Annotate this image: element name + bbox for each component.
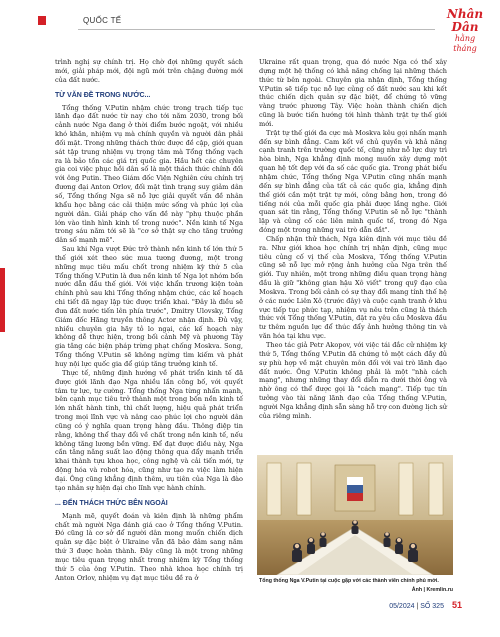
section-marker [38, 16, 46, 25]
body-paragraph: Ukraine rất quan trọng, qua đó nước Nga có thể xây dựng một hệ thống có khả năng chống lại những thách thức từ bên ngoài. Chuyên gia nhận định, Tổng thống V.Putin sẽ tiếp tục nỗ lực củng cố đất nước sau khi kết thúc chiến dịch quân sự đặc biệt, để chứng tỏ vững vàng trước phương Tây. Việc hoàn thành chiến dịch cũng là bước tiến hướng tới hình thành trật tự thế giới mới. [259, 58, 447, 128]
article-column-right [259, 58, 447, 421]
logo-subtitle: hằng tháng [453, 34, 477, 53]
page-number: 51 [451, 600, 462, 610]
logo-title: Nhân Dân [446, 7, 484, 34]
issue-number: SỐ 325 [420, 603, 444, 610]
section-heading: TỪ VĂN ĐỀ TRONG NƯỚC... [55, 91, 151, 99]
body-paragraph: trình nghị sự chính trị. Họ chờ đợi những quyết sách mới, giải pháp mới, đội ngũ mới trên chặng đường mới của đất nước. [55, 58, 243, 84]
page-footer [389, 600, 462, 610]
issue-date: 05/2024 [389, 603, 415, 610]
meeting-hall-image [257, 455, 453, 575]
photo-caption: Tổng thống Nga V.Putin tại cuộc gặp với các thành viên chính phủ mới. [259, 578, 439, 584]
page-header [38, 7, 490, 44]
body-paragraph: Tổng thống V.Putin nhậm chức trong trạch tiếp tục lãnh đạo đất nước từ nay cho tới năm 2030, trong bối cảnh nước Nga đang ở thời điểm bước ngoặt, với nhiều khó khăn, nhiệm vụ mà chính quyền và người dân phải đối mặt. Trong những thách thức được đề cập, giới quan sát tập trung nhiệm vụ trọng tâm mà Tổng thống vạch ra là bảo tồn các giá trị quốc gia. Hầu hết các chuyên gia coi việc phục hồi dân số là một thách thức chính đối với ông Putin. Theo Giám đốc Viện Nghiên cứu chính trị đương đại Anton Orlov, đối mặt tình trạng suy giảm dân số, Tổng thống Nga sẽ nỗ lực giải quyết vấn đề nhân khẩu học bằng các cải thiện mức sống và phúc lợi của người dân. Giải pháp cho vấn đề này "phụ thuộc phần lớn vào tình hình kinh tế trong nước". Nền kinh tế Nga trong sáu năm tới sẽ là "cơ sở thật sự cho tăng trưởng dân số mạnh mẽ". [55, 103, 243, 245]
body-paragraph: Thực tế, những định hướng về phát triển kinh tế đã được giới lãnh đạo Nga nhiều lần công bố, với quyết tâm tự lực, tự cường. Tổng thống Nga từng nhấn mạnh, bên cạnh mục tiêu trở thành một trong bốn nền kinh tế lớn nhất hành tinh, thì chất lượng, hiệu quả phát triển trong mọi lĩnh vực và nâng cao phúc lợi cho người dân cũng có ý nghĩa quan trọng hàng đầu. Thông điệp tin rằng, không thể thay đổi về chất trong nền kinh tế, nếu không tăng lương bền vững. Để đạt được điều này, Nga cần tăng năng suất lao động thông qua đẩy mạnh triển khai thành tựu khoa học, công nghệ và cải tiến mới, tự động hóa và robot hóa, cũng như tạo ra việc làm hiện đại. Ông cũng khẳng định thêm, ưu tiên của Nga là đào tạo nhân sự hiện đại cho lĩnh vực hành chính. [55, 368, 243, 492]
body-paragraph: Sau khi Nga vượt Đức trở thành nền kinh tế lớn thứ 5 thế giới xét theo sức mua tương đương, một trong những mục tiêu mấu chốt trong nhiệm kỳ thứ 5 của Tổng thống V.Putin là đưa nền kinh tế Nga lọt nhóm bốn nước dẫn đầu thế giới. Với việc khẩn trương kiện toàn chính phủ sau khi Tổng thống nhậm chức, các kế hoạch chi tiết đã ngay lập tức được triển khai. "Đây là điều sẽ đưa đất nước tiến lên phía trước", Dmitry Ulovsky, Tổng Giám đốc Hãng truyền thông Actor nhận định. Đủ vậy, nhiều chuyên gia hãy tỏ lo ngại, các kế hoạch này không dễ thực hiện, trong bối cảnh Mỹ và phương Tây gia tăng các biện pháp trừng phạt chống Moskva. Song, Tổng thống V.Putin sẽ không ngừng tìm kiếm và phát huy nội lực quốc gia để giúp tăng trưởng kinh tế. [55, 245, 243, 368]
body-paragraph: Theo tác giả Petr Akopov, với việc tái đắc cử nhiệm kỳ thứ 5, Tổng thống V.Putin đã chứng tỏ một cách đầy đủ sự phù hợp về mặt chuyên môn đối với vai trò lãnh đạo đất nước. Ông V.Putin không phải là một "nhà cách mạng", nhưng những thay đổi diễn ra dưới thời ông và nhờ ông có thể được gọi là "cách mạng". Tiếp tục tín tưởng vào tài năng lãnh đạo của Tổng thống V.Putin, người Nga khẳng định sẵn sàng hỗ trợ con đường lịch sử của riêng mình. [259, 341, 447, 420]
section-label: QUỐC TẾ [83, 16, 122, 25]
footer-separator: | [414, 603, 421, 610]
section-heading: ... ĐẾN THÁCH THỨC BÊN NGOÀI [55, 499, 168, 507]
body-paragraph: Trật tự thế giới đa cực mà Moskva kêu gọi nhấn mạnh đến sự bình đẳng. Cam kết về chủ quyền và khả năng cạnh tranh trên trường quốc tế, cũng như nỗ lực duy trì hòa bình, Nga khẳng định mong muốn xây dựng một quan hệ tốt đẹp với đa số các quốc gia. Trong phát biểu nhậm chức, Tổng thống Nga V.Putin cũng nhấn mạnh đến sự bình đẳng của tất cả các quốc gia, khẳng định thế giới cần một trật tự mới, công bằng hơn, trong đó tiếng nói của mỗi quốc gia phải được lắng nghe. Giới quan sát tin rằng, Tổng thống V.Putin sẽ nỗ lực "thành lập và củng cố các liên minh quốc tế, trong đó Nga đóng một trong những vai trò dẫn dắt". [259, 128, 447, 235]
header-rule [78, 29, 435, 30]
body-paragraph: Chấp nhận thử thách, Nga kiên định với mục tiêu đề ra. Như giới khoa học chính trị nhận định, cũng mục tiêu củng cố vị thế của Moskva, Tổng thống V.Putin cũng sẽ nỗ lực mở rộng ảnh hưởng của Nga trên thế giới. Tuy nhiên, một trong những điều quan trọng hàng đầu là giữ "không gian hậu Xô viết" trong quỹ đạo của Moskva. Trong bối cảnh có sự thay đổi mang tính thế hệ ở các nước Liên Xô (trước đây) và cuộc cạnh tranh ở khu vực tiếp tục phức tạp, nhiệm vụ nêu trên cũng là thách thức với Tổng thống V.Putin, đặt ra yêu cầu Moskva đầu tư thêm nguồn lực để thúc đẩy ảnh hưởng thông tin và văn hóa tại khu vực. [259, 234, 447, 341]
body-paragraph: Mạnh mẽ, quyết đoán và kiên định là những phẩm chất mà người Nga đánh giá cao ở Tổng thống V.Putin. Đó cũng là cơ sở để người dân mong muốn chiến dịch quân sự đặc biệt ở Ukraine vẫn đã bảo đảm sang năm thứ 3 được hoàn thành. Đây cũng là một trong những mục tiêu quan trọng nhất trong nhiệm kỳ Tổng thống thứ 5 của ông V.Putin. Theo nhà khoa học chính trị Anton Orlov, nhiệm vụ đạt mục tiêu đề ra ở [55, 511, 243, 582]
side-accent-tab [0, 268, 5, 332]
publication-logo [442, 7, 488, 53]
article-photo [257, 455, 453, 575]
article-column-left [55, 58, 243, 582]
photo-credit: Ảnh | Kremlin.ru [411, 587, 453, 593]
